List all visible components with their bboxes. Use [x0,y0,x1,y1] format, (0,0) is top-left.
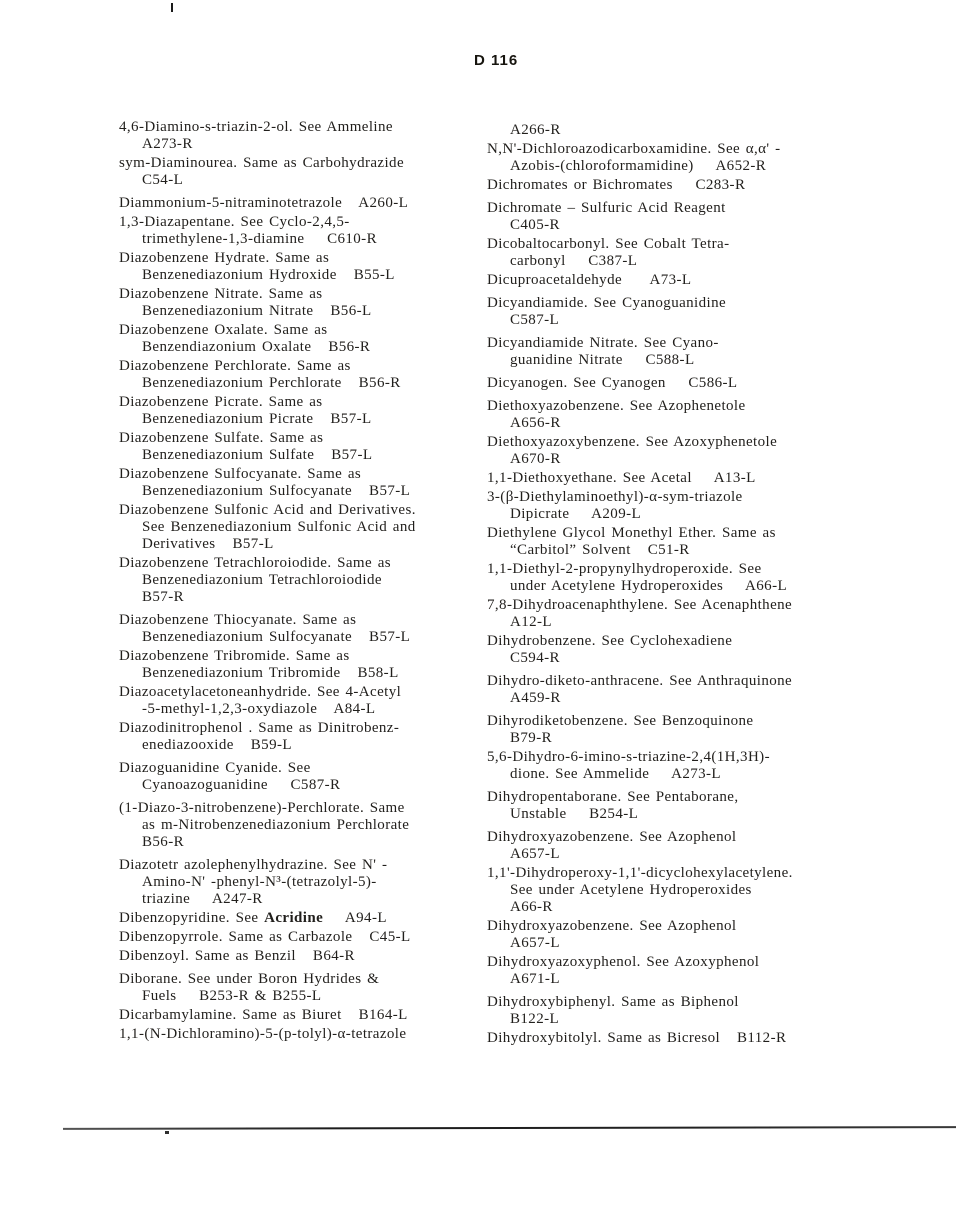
entry-line: Dihydroxybiphenyl. Same as Biphenol [487,994,739,1010]
entry-line: Dichromates or Bichromates C283-R [487,177,746,193]
entry-line: Dichromate – Sulfuric Acid Reagent [487,200,726,216]
index-entry [119,800,481,851]
entry-line: Diborane. See under Boron Hydrides & [119,971,380,987]
entry-line: as m-Nitrobenzenediazonium Perchlorate [142,817,410,833]
entry-line: Diazobenzene Sulfocyanate. Same as [119,466,362,482]
index-entry [119,929,481,946]
entry-line: Benzendiazonium Oxalate B56-R [142,339,371,355]
entry-line: Dihydroxyazoxyphenol. See Azoxyphenol [487,954,760,970]
entry-line: 7,8-Dihydroacenaphthylene. See Acenaphthene [487,597,793,613]
entry-line: triazine A247-R [142,891,263,907]
index-entry [119,466,481,500]
registration-tick [171,3,173,12]
entry-line: A12-L [510,614,552,630]
bottom-rule [63,1126,956,1130]
index-entry [119,720,481,754]
entry-line: 4,6-Diamino-s-triazin-2-ol. See Ammeline [119,119,393,135]
entry-line: Diazobenzene Picrate. Same as [119,394,323,410]
entry-line: carbonyl C387-L [510,253,638,269]
entry-line: 5,6-Dihydro-6-imino-s-triazine-2,4(1H,3H)- [487,749,770,765]
index-entry [487,1030,897,1047]
entry-line: under Acetylene Hydroperoxides A66-L [510,578,788,594]
bottom-rule-tick [165,1131,169,1134]
entry-line: Diammonium-5-nitraminotetrazole A260-L [119,195,409,211]
entry-line: Diazodinitrophenol . Same as Dinitrobenz- [119,720,400,736]
entry-line: 1,1-(N-Dichloramino)-5-(p-tolyl)-α-tetrazole [119,1026,407,1042]
entry-line: Cyanoazoguanidine C587-R [142,777,341,793]
entry-line: Diazoguanidine Cyanide. See [119,760,311,776]
entry-line: Diethylene Glycol Monethyl Ether. Same as [487,525,776,541]
index-entry [119,502,481,553]
entry-line: Benzenediazonium Picrate B57-L [142,411,372,427]
entry-line: Benzenediazonium Hydroxide B55-L [142,267,395,283]
index-entry [487,829,897,863]
entry-line: Diazobenzene Nitrate. Same as [119,286,323,302]
entry-line: Dicuproacetaldehyde A73-L [487,272,692,288]
entry-line: Derivatives B57-L [142,536,274,552]
entry-line: Dicobaltocarbonyl. See Cobalt Tetra- [487,236,730,252]
entry-line: A66-R [510,899,553,915]
entry-line: Benzenediazonium Sulfocyanate B57-L [142,629,411,645]
entry-line: -5-methyl-1,2,3-oxydiazole A84-L [142,701,376,717]
index-entry [487,470,897,487]
entry-line: C405-R [510,217,560,233]
index-column-right [487,122,897,1049]
index-entry [119,857,481,908]
index-entry [119,760,481,794]
entry-line: Diazobenzene Hydrate. Same as [119,250,330,266]
entry-line: Benzenediazonium Sulfate B57-L [142,447,373,463]
entry-line: Diazobenzene Sulfonic Acid and Derivatives. [119,502,416,518]
entry-line: 3-(β-Diethylaminoethyl)-α-sym-triazole [487,489,743,505]
entry-line: A657-L [510,935,560,951]
index-entry [487,633,897,667]
index-entry [119,195,481,212]
index-entry [487,375,897,392]
index-entry [487,954,897,988]
entry-line: 1,1-Diethyl-2-propynylhydroperoxide. See [487,561,762,577]
index-entry [487,865,897,916]
entry-line: Diazobenzene Perchlorate. Same as [119,358,351,374]
entry-line: guanidine Nitrate C588-L [510,352,695,368]
entry-line: B79-R [510,730,553,746]
entry-line: trimethylene-1,3-diamine C610-R [142,231,377,247]
entry-line: 1,1-Diethoxyethane. See Acetal A13-L [487,470,756,486]
entry-line: Unstable B254-L [510,806,639,822]
index-entry [487,335,897,369]
entry-line: A266-R [510,122,561,138]
entry-line: B122-L [510,1011,560,1027]
index-entry [487,789,897,823]
index-entry [119,155,481,189]
entry-line: C594-R [510,650,560,666]
index-entry [487,561,897,595]
entry-line: Dihydroxyazobenzene. See Azophenol [487,829,737,845]
index-entry [487,141,897,175]
entry-line: Dicyanogen. See Cyanogen C586-L [487,375,738,391]
index-entry [487,272,897,289]
entry-line: Azobis-(chloroformamidine) A652-R [510,158,767,174]
entry-line: Benzenediazonium Perchlorate B56-R [142,375,401,391]
entry-line: Benzenediazonium Sulfocyanate B57-L [142,483,411,499]
entry-line: (1-Diazo-3-nitrobenzene)-Perchlorate. Same [119,800,405,816]
entry-line: Dihyrodiketobenzene. See Benzoquinone [487,713,754,729]
entry-line: Dipicrate A209-L [510,506,642,522]
index-entry [119,971,481,1005]
index-entry [119,948,481,965]
index-entry [487,994,897,1028]
entry-line: See under Acetylene Hydroperoxides [510,882,752,898]
entry-line: Dicyandiamide Nitrate. See Cyano- [487,335,719,351]
index-entry [119,612,481,646]
entry-line: Diazobenzene Tribromide. Same as [119,648,350,664]
entry-line: A273-R [142,136,193,152]
entry-line: Diazobenzene Oxalate. Same as [119,322,328,338]
entry-line: Benzenediazonium Nitrate B56-L [142,303,372,319]
index-entry [119,1026,481,1043]
entry-line: Diazotetr azolephenylhydrazine. See N' - [119,857,388,873]
index-entry [119,214,481,248]
entry-line: Dihydrobenzene. See Cyclohexadiene [487,633,733,649]
index-entry [119,910,481,927]
entry-line: Dicarbamylamine. Same as Biuret B164-L [119,1007,408,1023]
entry-line: enediazooxide B59-L [142,737,292,753]
index-entry [487,713,897,747]
index-entry [119,250,481,284]
index-entry [487,177,897,194]
index-entry [487,749,897,783]
index-entry [119,555,481,606]
entry-line: Diethoxyazoxybenzene. See Azoxyphenetole [487,434,778,450]
entry-line: Dihydroxybitolyl. Same as Bicresol B112-R [487,1030,787,1046]
entry-line: A670-R [510,451,561,467]
index-entry [119,119,481,153]
entry-line: C54-L [142,172,184,188]
entry-line: Dicyandiamide. See Cyanoguanidine [487,295,727,311]
index-entry [119,1007,481,1024]
index-column-left [119,119,481,1045]
entry-line: sym-Diaminourea. Same as Carbohydrazide [119,155,405,171]
entry-line: Dibenzoyl. Same as Benzil B64-R [119,948,355,964]
index-entry [487,200,897,234]
index-entry [119,394,481,428]
index-entry [487,673,897,707]
index-entry [119,322,481,356]
entry-line: Dibenzopyrrole. Same as Carbazole C45-L [119,929,411,945]
entry-line: Fuels B253-R & B255-L [142,988,322,1004]
index-entry [119,684,481,718]
entry-line: 1,3-Diazapentane. See Cyclo-2,4,5- [119,214,350,230]
entry-line: Benzenediazonium Tribromide B58-L [142,665,399,681]
index-entry [119,648,481,682]
index-entry [487,236,897,270]
entry-line: A671-L [510,971,560,987]
entry-line: B56-R [142,834,185,850]
entry-line: Diazobenzene Tetrachloroiodide. Same as [119,555,392,571]
entry-line: A657-L [510,846,560,862]
entry-line: dione. See Ammelide A273-L [510,766,721,782]
entry-line: Diazobenzene Thiocyanate. Same as [119,612,357,628]
entry-line: Amino-N' -phenyl-N³-(tetrazolyl-5)- [142,874,377,890]
entry-line: See Benzenediazonium Sulfonic Acid and [142,519,416,535]
index-entry [119,430,481,464]
entry-line: 1,1'-Dihydroperoxy-1,1'-dicyclohexylacetylene. [487,865,793,881]
entry-line: N,N'-Dichloroazodicarboxamidine. See α,α' - [487,141,781,157]
index-entry [487,398,897,432]
index-entry [487,918,897,952]
entry-line: Dihydroxyazobenzene. See Azophenol [487,918,737,934]
index-entry [487,525,897,559]
index-entry [487,122,897,139]
entry-line: Diethoxyazobenzene. See Azophenetole [487,398,746,414]
page-number: D 116 [474,52,519,69]
index-entry [487,434,897,468]
index-entry [487,295,897,329]
index-entry [487,489,897,523]
entry-line: A459-R [510,690,561,706]
entry-line: B57-R [142,589,185,605]
entry-line: Dihydropentaborane. See Pentaborane, [487,789,739,805]
entry-line: Diazoacetylacetoneanhydride. See 4-Acetyl [119,684,402,700]
entry-line: Benzenediazonium Tetrachloroiodide [142,572,382,588]
index-entry [119,358,481,392]
entry-line: Dihydro-diketo-anthracene. See Anthraquinone [487,673,793,689]
index-entry [119,286,481,320]
entry-line: C587-L [510,312,560,328]
entry-line: Dibenzopyridine. See Acridine A94-L [119,910,387,926]
index-entry [487,597,897,631]
entry-line: A656-R [510,415,561,431]
entry-line: Diazobenzene Sulfate. Same as [119,430,324,446]
entry-line: “Carbitol” Solvent C51-R [510,542,690,558]
